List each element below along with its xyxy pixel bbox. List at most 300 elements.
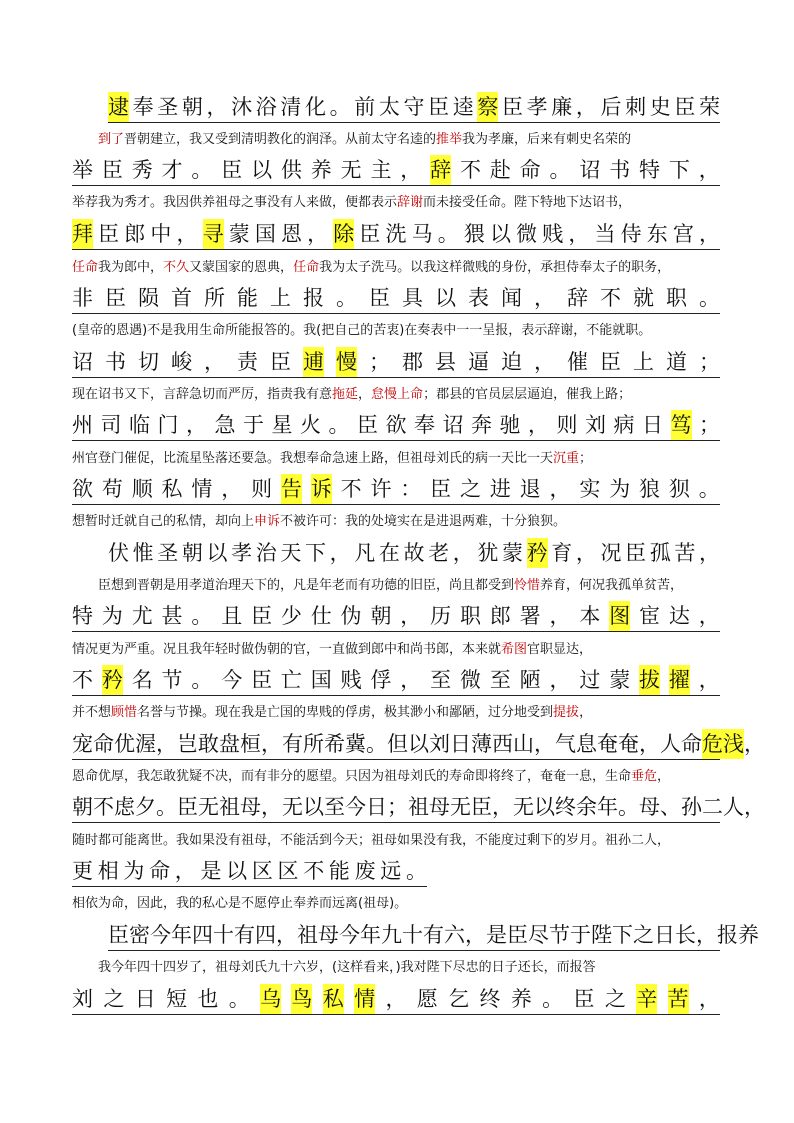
char: 今 [339,923,360,947]
char: 愿 [416,987,438,1011]
red-gloss: 辞谢 [397,195,424,210]
char: 臣 [108,923,129,947]
char: 桓 [240,732,261,756]
char: 许 [370,477,392,501]
char: 就 [633,286,654,310]
char: 也 [197,987,219,1011]
char: 才 [161,158,183,182]
char: 尤 [131,604,153,628]
char: 奔 [471,413,492,437]
char: 于 [243,413,264,437]
char: 。 [618,795,639,819]
char: ， [206,95,228,119]
char: 郡 [402,350,423,374]
classical-text-line [72,155,720,186]
highlighted-char: 除 [333,219,354,249]
char: 奉 [414,413,435,437]
char: 母 [639,795,660,819]
char: 主 [370,158,392,182]
translation-line [98,576,683,596]
char: 非 [72,286,93,310]
char: 、 [660,795,681,819]
char: 表 [468,286,489,310]
red-gloss: 拖延 [332,387,359,402]
char: 上 [270,286,291,310]
char: 马 [411,222,433,246]
char: 以 [534,795,555,819]
char: ， [639,732,660,756]
char: 特 [639,158,661,182]
char: 不 [600,286,621,310]
char: 下 [612,923,633,947]
char: 年 [597,795,618,819]
char: 是 [486,923,507,947]
text-run: 想暂时迁就自己的私情，却向上 [72,514,255,529]
char: 后 [600,95,622,119]
highlighted-char: 告 [281,474,302,504]
char: 之 [103,987,125,1011]
char: 至 [324,795,345,819]
highlighted-char: 浅 [723,729,744,759]
char: ， [696,923,717,947]
translation-line [72,512,566,532]
char: 所 [303,732,324,756]
char: 有 [282,732,303,756]
char: ， [549,477,571,501]
char: 守 [403,95,425,119]
text-run: 不被许可：我的处境实在是进退两难，十分狼狈。 [280,514,567,529]
char: 息 [576,732,597,756]
char: 余 [576,795,597,819]
char: 情 [191,477,213,501]
text-run: 官职显达， [527,642,593,657]
text-run: ；郡县的官员层层逼迫，催我上路； [423,387,632,402]
char: 四 [255,923,276,947]
char: 私 [161,477,183,501]
char: 更 [72,859,93,883]
char: 孝 [526,95,548,119]
char: 养 [510,987,532,1011]
char: ， [400,668,422,692]
translation-line [72,449,592,469]
char: 长 [675,923,696,947]
char: 奄 [618,732,639,756]
char: 有 [234,923,255,947]
text-run: ； [579,451,593,466]
char: 为 [123,859,145,883]
char: 为 [101,604,123,628]
char: 责 [237,350,258,374]
char: 。 [191,668,213,692]
char: 为 [609,477,631,501]
classical-text-line [72,219,720,250]
highlighted-char: 逮 [108,92,129,122]
char: 臣 [507,923,528,947]
char: 以 [206,541,228,565]
char: 中 [150,222,172,246]
char: 终 [479,987,501,1011]
char: 刘 [429,732,450,756]
char: 狈 [668,477,690,501]
char: 人 [660,732,681,756]
char: 日 [642,413,663,437]
text-run: 随时都可能离世。我如果没有祖母，不能活到今天；祖母如果没有我，不能度过剩下的岁月。祖孙二人， [72,833,671,848]
char: 希 [324,732,345,756]
text-run: 而未接受任命。陛下特地下达诏书， [423,195,632,210]
char: 臣 [270,350,291,374]
char: 国 [254,222,276,246]
text-run: 恩命优厚，我怎敢犹疑不决，而有非分的愿望。只因为祖母刘氏的寿命即将终了，奄奄一息，生命 [72,769,632,784]
char: 母 [429,795,450,819]
char: 短 [166,987,188,1011]
char: 况 [600,541,622,565]
char: 老 [428,541,450,565]
char: 举 [72,158,93,182]
char: 以 [226,859,248,883]
highlighted-char: 矜 [527,538,548,568]
char: 山 [513,732,534,756]
text-run: 情况更为严重。况且我年轻时做伪朝的官，一直做到郎中和尚书郎，本来就 [72,642,502,657]
char: 本 [579,604,601,628]
char: 苦 [674,541,696,565]
char: 养 [310,158,332,182]
char: 养 [738,923,759,947]
red-gloss: 怠慢上命 [371,387,424,402]
char: 废 [354,859,376,883]
highlighted-char: 乌 [260,984,281,1014]
text-run: 并不想 [72,705,112,720]
char: 。 [549,158,571,182]
classical-text-line [108,92,720,123]
char: 峻 [171,350,192,374]
highlighted-char: 拔 [639,665,660,695]
char: ； [369,350,390,374]
char: 有 [423,923,444,947]
highlighted-char: 辞 [430,155,451,185]
char: 以 [408,732,429,756]
char: ， [492,795,513,819]
char: ， [698,158,720,182]
char: 切 [138,350,159,374]
text-run: 我为孝廉，后来有刺史名荣的 [462,132,632,147]
char: 特 [72,604,93,628]
char: 臣 [251,604,273,628]
char: 朝 [370,604,392,628]
char: 仕 [310,604,332,628]
char: 祖 [297,923,318,947]
char: ， [744,732,765,756]
char: 蒙 [609,668,631,692]
char: 化 [305,95,326,119]
char: 今 [345,795,366,819]
char: 无 [340,158,362,182]
char: 今 [150,923,171,947]
char: ， [400,158,422,182]
char: 国 [310,668,332,692]
char: 名 [131,668,153,692]
char: 凡 [354,541,376,565]
char: 惟 [132,541,154,565]
char: 母 [318,923,339,947]
char: ： [400,477,422,501]
text-run: 晋朝建立，我又受到清明教化的润泽。从前太守名逵的 [124,132,437,147]
classical-text-line [72,601,720,632]
red-gloss: 垂危 [631,769,658,784]
char: 火 [300,413,321,437]
char: 宠 [72,732,93,756]
char: 。 [336,286,357,310]
char: 报 [717,923,738,947]
char: 命 [519,158,541,182]
char: 九 [381,923,402,947]
red-gloss: 推举 [436,132,463,147]
char: 故 [403,541,425,565]
char: 。 [329,95,351,119]
translation-line [72,385,631,405]
char: ， [575,541,597,565]
text-run: 养育，何况我孤单贫苦， [540,578,684,593]
char: 临 [129,413,150,437]
char: 于 [570,923,591,947]
red-gloss: 希图 [501,642,528,657]
char: 十 [213,923,234,947]
char: 乞 [448,987,470,1011]
classical-text-line [108,920,759,951]
highlighted-char: 笃 [671,410,692,440]
char: 尽 [528,923,549,947]
char: 节 [549,923,570,947]
char: 命 [681,732,702,756]
char: 俘 [370,668,392,692]
char: 。 [366,732,387,756]
char: ， [307,222,329,246]
char: ； [699,350,720,374]
char: 臣 [471,795,492,819]
text-run: 举荐我为秀才。我因供养祖母之事没有人来做，便都表示 [72,195,398,210]
text-run: 相依为命，因此，我的私心是不愿停止奉养而远离(祖母)。 [72,896,408,911]
char: 臣 [369,286,390,310]
char: 之 [633,923,654,947]
char: 朝 [72,795,93,819]
char: 赴 [489,158,511,182]
char: 。 [228,987,250,1011]
char: 祖 [408,795,429,819]
char: 荣 [699,95,720,119]
char: 犹 [477,541,499,565]
char: 区 [251,859,273,883]
char: 迫 [501,350,522,374]
char: 以 [303,795,324,819]
highlighted-char: 辛 [636,984,657,1014]
char: 臣 [98,222,120,246]
char: 夕 [135,795,156,819]
highlighted-char: 察 [477,92,498,122]
char: 欲 [72,477,93,501]
char: 虑 [114,795,135,819]
text-run: ， [579,705,593,720]
char: 所 [204,286,225,310]
char: 臣 [359,222,381,246]
classical-text-line [72,283,720,314]
char: 急 [214,413,236,437]
char: 在 [378,541,400,565]
char: 司 [100,413,122,437]
char: ， [549,604,571,628]
char: ， [261,732,282,756]
char: 臣 [502,95,523,119]
char: 孤 [649,541,671,565]
char: 朝 [181,95,203,119]
char: 二 [702,795,723,819]
char: 至 [430,668,452,692]
red-gloss: 沉重 [553,451,580,466]
char: 蒙 [228,222,250,246]
char: ， [698,604,720,628]
char: 闻 [501,286,522,310]
highlighted-char: 矜 [102,665,123,695]
char: 圣 [157,541,179,565]
char: ， [204,350,225,374]
char: 能 [237,286,258,310]
highlighted-char: 图 [609,601,630,631]
char: 浴 [255,95,277,119]
char: 终 [555,795,576,819]
char: 臣 [573,987,595,1011]
char: 敢 [198,732,219,756]
char: 驰 [499,413,521,437]
char: 奄 [597,732,618,756]
char: 日 [654,923,675,947]
char: 具 [402,286,423,310]
char: 。 [437,222,459,246]
char: 逵 [452,95,474,119]
red-gloss: 到了 [98,132,125,147]
char: ， [452,541,474,565]
char: 下 [668,158,690,182]
char: 狼 [639,477,661,501]
char: 孝 [231,541,253,565]
char: 职 [459,604,481,628]
red-gloss: 顾惜 [111,705,138,720]
char: 病 [613,413,635,437]
char: ， [385,987,407,1011]
char: 母 [240,795,261,819]
char: 顺 [131,477,153,501]
char: 人 [723,795,744,819]
char: 岂 [177,732,198,756]
char: 恩 [281,222,302,246]
char: 相 [97,859,119,883]
char: 不 [340,477,362,501]
char: 十 [402,923,423,947]
char: 区 [277,859,299,883]
char: 。 [191,604,213,628]
char: 过 [579,668,601,692]
char: 太 [378,95,400,119]
text-run: 现在诏书又下，言辞急切而严厉，指责我有意 [72,387,333,402]
classical-text-line [72,792,765,823]
char: ， [549,668,571,692]
char: 星 [271,413,293,437]
char: ， [698,668,720,692]
classical-text-line [72,665,720,696]
char: 臣 [674,95,696,119]
char: 孙 [681,795,702,819]
classical-text-line [108,538,720,568]
char: ， [400,604,422,628]
char: 奉 [132,95,154,119]
char: 退 [519,477,541,501]
char: 盘 [219,732,240,756]
red-gloss: 怜惜 [514,578,541,593]
char: 不 [93,795,114,819]
char: 诏 [442,413,464,437]
text-run: 名誉与节操。现在我是亡国的卑贱的俘虏，极其渺小和鄙陋，过分地受到 [137,705,554,720]
char: 以 [251,158,273,182]
char: 州 [72,413,93,437]
char: ， [465,923,486,947]
char: 伏 [108,541,129,565]
char: 节 [161,668,183,692]
char: ， [174,859,196,883]
char: 渥 [135,732,156,756]
translation-line [72,258,670,278]
char: 甚 [161,604,183,628]
highlighted-char: 擢 [669,665,690,695]
char: 书 [609,158,631,182]
char: 清 [280,95,302,119]
char: 冀 [345,732,366,756]
char: ， [186,413,207,437]
char: 沐 [231,95,253,119]
translation-line [72,193,631,213]
char: 苟 [101,477,123,501]
char: ； [387,795,408,819]
char: 命 [149,859,171,883]
red-gloss: 提拔 [553,705,580,720]
char: 祖 [219,795,240,819]
char: ， [276,923,297,947]
char: 诏 [72,350,93,374]
char: 天 [280,541,302,565]
char: ， [534,350,555,374]
char: 道 [666,350,687,374]
char: 是 [200,859,222,883]
char: 至 [489,668,511,692]
char: 郎 [489,604,511,628]
char: 日 [366,795,387,819]
char: ， [534,732,555,756]
translation-line [72,703,592,723]
char: 则 [556,413,578,437]
char: 臣 [177,795,198,819]
char: 下 [305,541,326,565]
char: 西 [492,732,513,756]
char: 达 [668,604,690,628]
char: 刘 [585,413,606,437]
red-gloss: 任命 [293,260,320,275]
text-run: 我为太子洗马。以我这样微贱的身份，承担侍奉太子的职务， [319,260,671,275]
translation-line [72,321,651,341]
translation-line [72,894,407,914]
char: 圣 [157,95,179,119]
char: 远 [380,859,402,883]
char: 郎 [124,222,146,246]
classical-text-line [72,729,765,760]
char: 书 [105,350,126,374]
char: 命 [93,732,114,756]
char: 臣 [600,350,621,374]
